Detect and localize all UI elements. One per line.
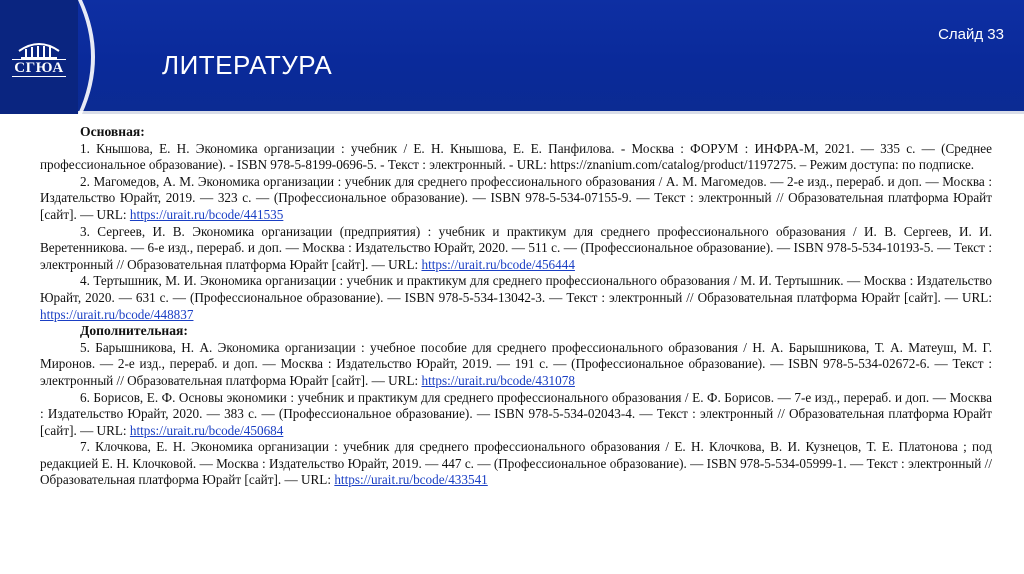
building-icon <box>17 37 61 59</box>
logo-emblem <box>8 26 70 88</box>
reference-link[interactable]: https://urait.ru/bcode/450684 <box>129 422 284 438</box>
reference-link[interactable]: https://urait.ru/bcode/456444 <box>421 256 575 272</box>
reference-text: 7. Клочкова, Е. Н. Экономика организации : учебник для среднего профессионального образования / Е. Н. Клочкова, В. И. Кузнецов, Т. Е. Платонова ; под редакцией Е. Н. Клочковой. — Москва : Издательство Юрайт, 2019. — 447 с. — (Профессиональное образование). — ISBN 978-5-534-05999-1. — Текст : электронный // Образовательная платформа Юрайт [сайт]. — URL: <box>40 439 992 488</box>
reference-item <box>40 340 992 390</box>
reference-text: 6. Борисов, Е. Ф. Основы экономики : учебник и практикум для среднего профессионального образования / Е. Ф. Борисов. — 7-е изд., перераб. и доп. — Москва : Издательство Юрайт, 2020. — 383 с. — (Профессиональное образование). — ISBN 978-5-534-02043-4. — Текст : электронный // Образовательная платформа Юрайт [сайт]. — URL: <box>40 389 992 438</box>
reference-item <box>40 439 992 489</box>
reference-text: 4. Тертышник, М. И. Экономика организации : учебник и практикум для среднего профессионального образования / М. И. Тертышник. — Москва : Издательство Юрайт, 2020. — 631 с. — (Профессиональное образование). — ISBN 978-5-534-13042-3. — Текст : электронный // Образовательная платформа Юрайт [сайт]. — URL: <box>40 273 992 305</box>
slide-title: ЛИТЕРАТУРА <box>162 50 333 80</box>
main-section-heading: Основная: <box>80 124 145 139</box>
header-curve-decoration <box>78 0 108 114</box>
reference-link[interactable]: https://urait.ru/bcode/441535 <box>129 206 284 222</box>
logo-text: СГЮА <box>14 60 64 76</box>
reference-link[interactable]: https://urait.ru/bcode/433541 <box>334 472 488 488</box>
reference-link[interactable]: https://urait.ru/bcode/448837 <box>40 306 194 322</box>
reference-link[interactable]: https://urait.ru/bcode/431078 <box>421 372 575 388</box>
slide-number: Слайд 33 <box>938 26 1004 43</box>
literature-list <box>40 124 992 489</box>
reference-item <box>40 273 992 323</box>
additional-section-heading: Дополнительная: <box>80 323 188 339</box>
reference-text: 5. Барышникова, Н. А. Экономика организации : учебное пособие для среднего профессионального образования / Н. А. Барышникова, Т. А. Матеуш, М. Г. Миронов. — 2-е изд., перераб. и доп. — Москва : Издательство Юрайт, 2019. — 191 с. — (Профессиональное образование). — ISBN 978-5-534-02672-6. — Текст : электронный // Образовательная платформа Юрайт [сайт]. — URL: <box>40 339 992 388</box>
reference-item <box>40 141 992 174</box>
reference-item <box>40 224 992 274</box>
header-band <box>0 0 1024 114</box>
reference-item <box>40 390 992 440</box>
reference-text: 1. Кнышова, Е. Н. Экономика организации : учебник / Е. Н. Кнышова, Е. Е. Панфилова. - Москва : ФОРУМ : ИНФРА-М, 2021. — 335 с. — (Среднее профессиональное образование). - ISBN 978-5-8199-0696-5. - Текст : электронный. - URL: https://znanium.com/catalog/product/1197275. – Режим доступа: по подписке. <box>40 140 992 173</box>
reference-text: 3. Сергеев, И. В. Экономика организации (предприятия) : учебник и практикум для среднего профессионального образования / И. В. Сергеев, И. И. Веретенникова. — 6-е изд., перераб. и доп. — Москва : Издательство Юрайт, 2020. — 511 с. — (Профессиональное образование). — ISBN 978-5-534-10193-5. — Текст : электронный // Образовательная платформа Юрайт [сайт]. — URL: <box>40 223 992 272</box>
reference-text: 2. Магомедов, А. М. Экономика организации : учебник для среднего профессионального образования / А. М. Магомедов. — 2-е изд., перераб. и доп. — Москва : Издательство Юрайт, 2019. — 323 с. — (Профессиональное образование). — ISBN 978-5-534-07155-9. — Текст : электронный // Образовательная платформа Юрайт [сайт]. — URL: <box>40 173 992 222</box>
reference-item <box>40 174 992 224</box>
logo <box>0 0 78 114</box>
